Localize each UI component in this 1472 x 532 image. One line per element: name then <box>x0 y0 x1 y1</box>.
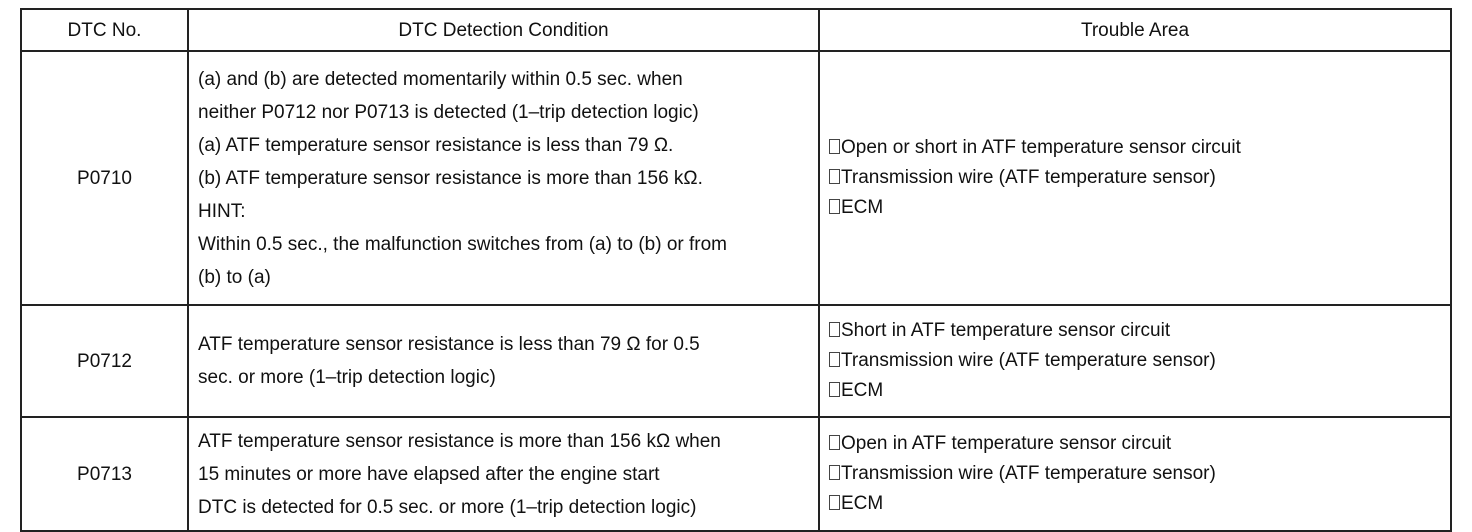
trouble-area <box>819 51 1451 305</box>
condition-line: HINT: <box>198 200 246 222</box>
trouble-area <box>819 417 1451 531</box>
checkbox-bullet-icon <box>829 352 840 367</box>
trouble-area-item <box>829 376 1440 406</box>
condition-line: 15 minutes or more have elapsed after the engine start <box>198 463 660 485</box>
condition-line: (b) ATF temperature sensor resistance is more than 156 kΩ. <box>198 167 703 189</box>
checkbox-bullet-icon <box>829 199 840 214</box>
trouble-area-text: Open or short in ATF temperature sensor circuit <box>841 137 1241 158</box>
trouble-area-text: Open in ATF temperature sensor circuit <box>841 433 1172 454</box>
checkbox-bullet-icon <box>829 465 840 480</box>
detection-condition <box>188 51 819 305</box>
condition-line: Within 0.5 sec., the malfunction switches from (a) to (b) or from <box>198 233 728 255</box>
condition-line: ATF temperature sensor resistance is more than 156 kΩ when <box>198 430 721 452</box>
table-header-row <box>21 9 1451 51</box>
trouble-area-text: Transmission wire (ATF temperature sensor) <box>841 463 1216 484</box>
trouble-area-text: Transmission wire (ATF temperature sensor) <box>841 167 1216 188</box>
detection-condition <box>188 417 819 531</box>
condition-line: ATF temperature sensor resistance is less than 79 Ω for 0.5 <box>198 334 700 355</box>
checkbox-bullet-icon <box>829 382 840 397</box>
trouble-area-item <box>829 489 1440 519</box>
trouble-area-text: Transmission wire (ATF temperature sensor) <box>841 350 1216 371</box>
trouble-area-item <box>829 163 1440 193</box>
trouble-area-item <box>829 316 1440 346</box>
condition-line: sec. or more (1–trip detection logic) <box>198 367 496 388</box>
trouble-area-text: ECM <box>841 380 884 401</box>
header-dtc-no: DTC No. <box>21 9 188 51</box>
dtc-code: P0712 <box>21 305 188 417</box>
table-row <box>21 417 1451 531</box>
trouble-area-item <box>829 133 1440 163</box>
checkbox-bullet-icon <box>829 435 840 450</box>
trouble-area-item <box>829 429 1440 459</box>
trouble-area-item <box>829 459 1440 489</box>
checkbox-bullet-icon <box>829 322 840 337</box>
condition-line: (a) ATF temperature sensor resistance is less than 79 Ω. <box>198 134 674 156</box>
trouble-area-item <box>829 193 1440 223</box>
checkbox-bullet-icon <box>829 169 840 184</box>
header-trouble-area: Trouble Area <box>819 9 1451 51</box>
dtc-table <box>20 8 1452 532</box>
trouble-area-item <box>829 346 1440 376</box>
trouble-area-text: ECM <box>841 493 884 514</box>
condition-line: DTC is detected for 0.5 sec. or more (1–trip detection logic) <box>198 496 697 518</box>
trouble-area-text: ECM <box>841 197 884 218</box>
detection-condition <box>188 305 819 417</box>
checkbox-bullet-icon <box>829 139 840 154</box>
header-detection-condition: DTC Detection Condition <box>188 9 819 51</box>
condition-line: neither P0712 nor P0713 is detected (1–trip detection logic) <box>198 101 699 123</box>
dtc-code: P0713 <box>21 417 188 531</box>
table-row <box>21 305 1451 417</box>
trouble-area <box>819 305 1451 417</box>
trouble-area-text: Short in ATF temperature sensor circuit <box>841 320 1171 341</box>
condition-line: (b) to (a) <box>198 266 271 288</box>
dtc-code: P0710 <box>21 51 188 305</box>
checkbox-bullet-icon <box>829 495 840 510</box>
table-row <box>21 51 1451 305</box>
condition-line: (a) and (b) are detected momentarily within 0.5 sec. when <box>198 68 683 90</box>
